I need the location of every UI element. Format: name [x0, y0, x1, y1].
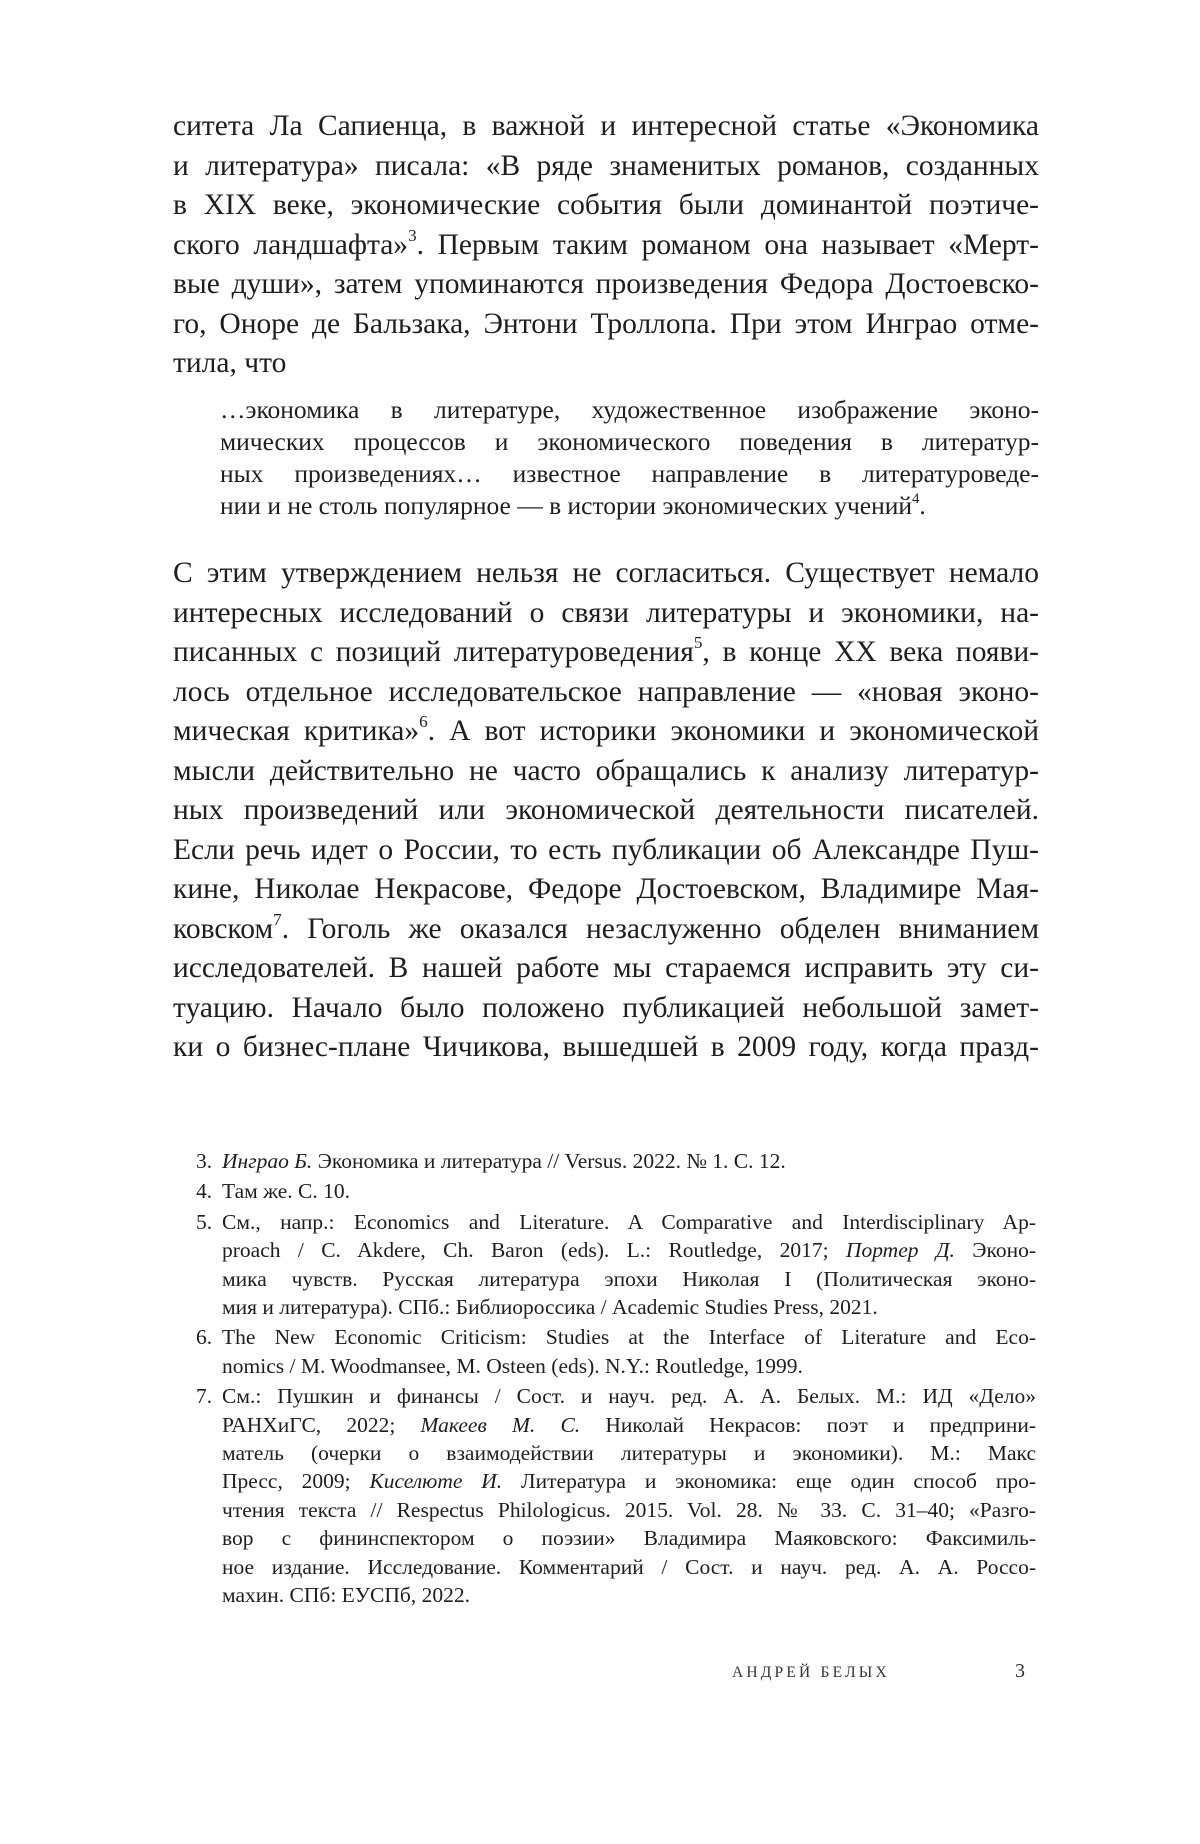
quote-line — [220, 490, 1039, 522]
text-fragment: . Первым таким романом она называет «Мерт- — [416, 228, 1039, 261]
footnote-line: См.: Пушкин и финансы / Сост. и науч. ред. А. А. Белых. М.: ИД «Дело» — [222, 1384, 1036, 1409]
text-line: Если речь идет о России, то есть публикации об Александре Пуш- — [173, 833, 1039, 866]
footnote-line: См., напр.: Economics and Literature. A Comparative and Interdisciplinary Ap- — [222, 1209, 1036, 1234]
footnote-4 — [196, 1177, 1036, 1205]
text-line — [173, 910, 1039, 950]
text-fragment: писанных с позиций литературоведения — [173, 636, 694, 668]
footnote-line: чтения текста // Respectus Philologicus. 2015. Vol. 28. № 33. С. 31–40; «Разго- — [222, 1497, 1036, 1522]
text-line: мысли действительно не часто обращались к анализу литератур- — [173, 754, 1039, 787]
footnote-author: Портер Д. — [845, 1238, 955, 1263]
footnote-line: мика чувств. Русская литература эпохи Николая I (Политическая эконо- — [222, 1266, 1036, 1291]
text-fragment: нии и не столь популярное — в истории экономических учений — [220, 491, 913, 520]
footnote-ref-3[interactable]: 3 — [408, 225, 417, 245]
footnote-ref-4[interactable]: 4 — [912, 490, 920, 507]
text-line: интересных исследований о связи литературы и экономики, на- — [173, 596, 1039, 629]
text-line — [173, 712, 1039, 752]
footnote-author: Макеев М. С. — [420, 1412, 581, 1437]
footnote-line — [222, 1467, 1036, 1495]
footnote-author: Киселюте И. — [369, 1469, 503, 1494]
footnote-7 — [196, 1382, 1036, 1609]
text-line: туацию. Начало было положено публикацией небольшой замет- — [173, 991, 1039, 1024]
running-footer-author: АНДРЕЙ БЕЛЫХ — [732, 1664, 890, 1681]
text-fragment: Николай Некрасов: поэт и предприни- — [580, 1412, 1036, 1437]
text-line: вые души», затем упоминаются произведения Федора Достоевско- — [173, 268, 1039, 300]
block-quote — [220, 394, 1039, 522]
text-fragment: мическая критика» — [173, 715, 420, 747]
text-fragment: . Гоголь же оказался незаслуженно обделен вниманием — [281, 912, 1039, 945]
page-number: 3 — [1015, 1660, 1025, 1682]
text-line: ки о бизнес-плане Чичикова, вышедшей в 2009 году, когда празд- — [173, 1031, 1039, 1063]
body-paragraph-1 — [173, 107, 1039, 384]
text-fragment: proach / C. Akdere, Ch. Baron (eds). L.: Routledge, 2017; — [222, 1238, 846, 1263]
text-fragment: Литература и экономика: еще один способ про- — [502, 1469, 1036, 1494]
text-fragment: . — [919, 491, 926, 520]
footnote-number: 4. — [196, 1179, 213, 1204]
text-line: ных произведений или экономической деятельности писателей. — [173, 794, 1039, 826]
text-line — [173, 633, 1039, 673]
text-fragment: Пресс, 2009; — [222, 1469, 370, 1494]
text-line: кине, Николае Некрасове, Федоре Достоевском, Владимире Мая- — [173, 873, 1039, 905]
footnote-ref-5[interactable]: 5 — [693, 633, 703, 653]
footnote-3 — [196, 1147, 1036, 1175]
footnote-author: Инграо Б. — [222, 1149, 313, 1173]
footnote-line: мия и литература). СПб.: Библиороссика / Academic Studies Press, 2021. — [222, 1295, 878, 1320]
footnote-line — [222, 1236, 1036, 1264]
text-fragment: ковском — [173, 912, 274, 945]
footnote-6 — [196, 1323, 1036, 1380]
text-line: тила, что — [173, 347, 287, 379]
footnote-number: 3. — [196, 1149, 213, 1173]
quote-line: мических процессов и экономического поведения в литератур- — [220, 427, 1039, 456]
footnote-ref-6[interactable]: 6 — [419, 712, 428, 732]
text-line: лось отдельное исследовательское направление — «новая эконо- — [173, 675, 1039, 708]
text-line: и литература» писала: «В ряде знаменитых романов, созданных — [173, 149, 1039, 182]
text-line: го, Оноре де Бальзака, Энтони Троллопа. При этом Инграо отме- — [173, 307, 1039, 340]
footnote-number: 7. — [196, 1384, 213, 1409]
footnote-line: махин. СПб: ЕУСПб, 2022. — [222, 1583, 470, 1608]
footnote-number: 5. — [196, 1209, 213, 1234]
text-fragment: , в конце XX века появи- — [702, 636, 1039, 668]
footnote-line — [222, 1411, 1036, 1439]
footnote-line: nomics / M. Woodmansee, M. Osteen (eds). N.Y.: Routledge, 1999. — [222, 1353, 803, 1378]
text-line: в XIX веке, экономические события были доминантой поэтиче- — [173, 189, 1039, 221]
footnotes-list — [196, 1147, 1037, 1612]
quote-line: ных произведениях… известное направление в литературоведе- — [220, 459, 1039, 488]
footnote-line: вор с фининспектором о поэзии» Владимира Маяковского: Факсимиль- — [222, 1526, 1036, 1551]
footnote-line: матель (очерки о взаимодействии литературы и экономики). М.: Макс — [222, 1441, 1036, 1466]
text-line: исследователей. В нашей работе мы стараемся исправить эту си- — [173, 952, 1039, 984]
quote-line: …экономика в литературе, художественное изображение эконо- — [220, 395, 1039, 424]
footnote-line: The New Economic Criticism: Studies at the Interface of Literature and Eco- — [222, 1325, 1036, 1350]
text-fragment: ского ландшафта» — [173, 228, 409, 261]
text-line: ситета Ла Сапиенца, в важной и интересной статье «Экономика — [173, 110, 1039, 142]
body-paragraph-2 — [173, 554, 1039, 1068]
footnote-line: Там же. С. 10. — [222, 1179, 350, 1204]
footnote-number: 6. — [196, 1325, 213, 1350]
text-line: С этим утверждением нельзя не согласиться. Существует немало — [173, 557, 1039, 589]
footnote-ref-7[interactable]: 7 — [273, 909, 282, 929]
text-fragment: РАНХиГС, 2022; — [222, 1412, 421, 1437]
text-line — [173, 226, 1039, 266]
footnote-line: ное издание. Исследование. Комментарий / Сост. и науч. ред. А. А. Россо- — [222, 1554, 1036, 1579]
footnote-5 — [196, 1208, 1037, 1322]
text-fragment: . А вот историки экономики и экономической — [427, 715, 1039, 747]
text-fragment: Экономика и литература // Versus. 2022. № 1. С. 12. — [312, 1149, 786, 1173]
footnote-line — [222, 1147, 1036, 1175]
text-fragment: Эконо- — [954, 1238, 1037, 1263]
